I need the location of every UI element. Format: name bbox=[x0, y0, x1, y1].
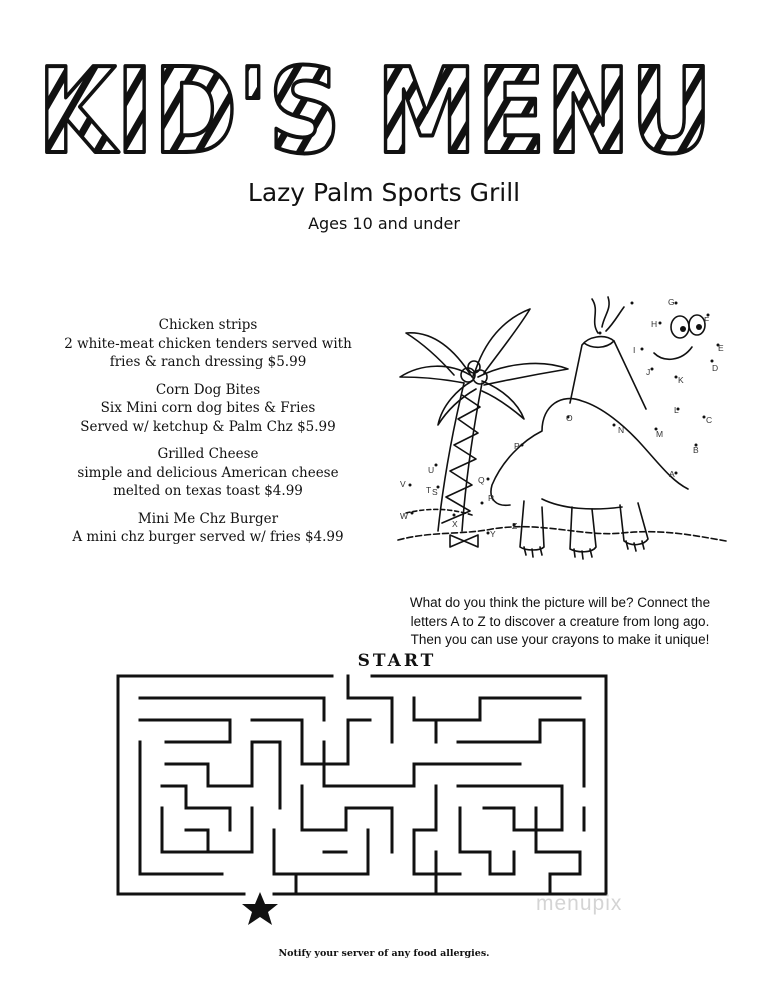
dinosaur-pupil bbox=[680, 326, 686, 332]
dot-label-g: G bbox=[668, 297, 675, 307]
instructions-line: What do you think the picture will be? Connect the bbox=[409, 595, 711, 610]
dot-label-w: W bbox=[400, 511, 409, 521]
dinosaur-smile bbox=[654, 347, 692, 359]
dot-label-a: A bbox=[669, 469, 675, 479]
menu-item-corn-dog-bites bbox=[40, 381, 376, 437]
dot-label-n: N bbox=[618, 425, 625, 435]
menu-item-name: Corn Dog Bites bbox=[155, 381, 261, 398]
menu-item-description: 2 white-meat chicken tenders served with bbox=[64, 335, 352, 352]
allergy-note: Notify your server of any food allergies. bbox=[278, 948, 490, 959]
dot-label-p: P bbox=[514, 441, 520, 451]
dot-label-i: I bbox=[633, 345, 636, 355]
dinosaur-leg bbox=[520, 501, 544, 550]
menu-item-description: Served w/ ketchup & Palm Chz $5.99 bbox=[80, 418, 336, 435]
dot-label-k: K bbox=[678, 375, 684, 385]
maze-wall bbox=[436, 720, 584, 786]
dot-label-b: B bbox=[693, 445, 699, 455]
ground-line bbox=[398, 527, 726, 541]
palm-frond bbox=[478, 363, 568, 385]
maze-wall bbox=[458, 786, 562, 830]
dot bbox=[675, 302, 678, 305]
palm-frond bbox=[400, 366, 470, 383]
age-note: Ages 10 and under bbox=[308, 214, 460, 233]
dinosaur-belly bbox=[542, 499, 622, 509]
maze-wall bbox=[140, 720, 230, 742]
star-icon bbox=[242, 892, 278, 925]
dot bbox=[487, 478, 490, 481]
menu-item-name: Grilled Cheese bbox=[157, 446, 259, 462]
dot-label-e: E bbox=[718, 343, 724, 353]
menu-item-description: fries & ranch dressing $5.99 bbox=[109, 354, 307, 370]
menu-item-name: Mini Me Chz Burger bbox=[137, 510, 279, 527]
maze bbox=[110, 668, 616, 930]
maze-wall bbox=[166, 742, 280, 808]
dot-label-f: F bbox=[704, 315, 710, 325]
dot bbox=[651, 368, 654, 371]
dot-label-o: O bbox=[566, 413, 573, 423]
watermark: menupix bbox=[536, 892, 623, 915]
maze-wall bbox=[274, 830, 368, 874]
maze-start-label: START bbox=[357, 651, 437, 671]
palm-frond bbox=[438, 381, 476, 425]
menu-item-description: melted on texas toast $4.99 bbox=[113, 483, 303, 499]
dot bbox=[631, 302, 634, 305]
maze-wall bbox=[324, 742, 520, 786]
dot bbox=[453, 514, 456, 517]
dot-label-j: J bbox=[646, 367, 651, 377]
dinosaur-body bbox=[491, 399, 688, 506]
dot-label-d: D bbox=[712, 363, 719, 373]
dot-label-q: Q bbox=[478, 475, 485, 485]
dot bbox=[409, 484, 412, 487]
menu-list bbox=[40, 316, 376, 556]
dot bbox=[659, 322, 662, 325]
dot-label-c: C bbox=[706, 415, 713, 425]
dot-label-l: L bbox=[674, 405, 679, 415]
menu-item-description: A mini chz burger served w/ fries $4.99 bbox=[72, 529, 344, 545]
palm-trunk bbox=[438, 383, 482, 531]
connect-the-dots-illustration bbox=[392, 285, 732, 575]
dinosaur-leg bbox=[620, 503, 648, 545]
dinosaur-bow-tie bbox=[450, 535, 478, 547]
dot bbox=[675, 472, 678, 475]
menu-item-chicken-strips bbox=[40, 316, 376, 372]
dot-label-r: R bbox=[488, 493, 495, 503]
volcano-smoke bbox=[592, 297, 624, 333]
dinosaur-leg bbox=[570, 507, 596, 552]
dot-label-u: U bbox=[428, 465, 435, 475]
maze-wall bbox=[140, 698, 324, 720]
menu-item-description: simple and delicious American cheese bbox=[77, 464, 339, 481]
instructions-line: Then you can use your crayons to make it unique! bbox=[410, 632, 710, 647]
dinosaur-eye bbox=[671, 316, 689, 338]
restaurant-name: Lazy Palm Sports Grill bbox=[247, 178, 521, 207]
maze-wall bbox=[186, 830, 208, 852]
menu-title-art bbox=[30, 40, 720, 180]
dot-label-x: X bbox=[452, 519, 458, 529]
menu-item-mini-me-chz-burger bbox=[40, 510, 376, 547]
palm-frond bbox=[474, 309, 530, 375]
dot bbox=[613, 424, 616, 427]
maze-wall bbox=[162, 786, 230, 830]
dot bbox=[435, 464, 438, 467]
dinosaur-toes bbox=[524, 541, 644, 559]
menu-item-name: Chicken strips bbox=[158, 317, 258, 333]
dot-label-s: S bbox=[432, 487, 438, 497]
dot bbox=[411, 512, 414, 515]
instructions-line: letters A to Z to discover a creature from long ago. bbox=[410, 613, 710, 629]
menu-item-description: Six Mini corn dog bites & Fries bbox=[100, 400, 316, 416]
maze-wall bbox=[460, 808, 514, 874]
dot-label-z: Z bbox=[512, 521, 518, 531]
dot bbox=[641, 348, 644, 351]
menu-title: KID'S MENU bbox=[37, 42, 713, 180]
dinosaur-pupil bbox=[696, 324, 702, 330]
volcano-top bbox=[584, 341, 614, 347]
dot-label-y: Y bbox=[490, 529, 496, 539]
dot-label-h: H bbox=[651, 319, 658, 329]
menu-item-grilled-cheese bbox=[40, 445, 376, 501]
maze-wall bbox=[302, 786, 392, 852]
activity-instructions bbox=[390, 594, 730, 650]
dot-label-v: V bbox=[400, 479, 406, 489]
dot-label-m: M bbox=[656, 429, 664, 439]
maze-wall bbox=[414, 698, 580, 720]
dot-label-t: T bbox=[426, 485, 432, 495]
dot bbox=[481, 502, 484, 505]
palm-frond bbox=[482, 381, 524, 419]
maze-wall bbox=[536, 808, 580, 894]
dot bbox=[521, 444, 524, 447]
maze-wall bbox=[348, 676, 392, 742]
dot bbox=[599, 332, 602, 335]
